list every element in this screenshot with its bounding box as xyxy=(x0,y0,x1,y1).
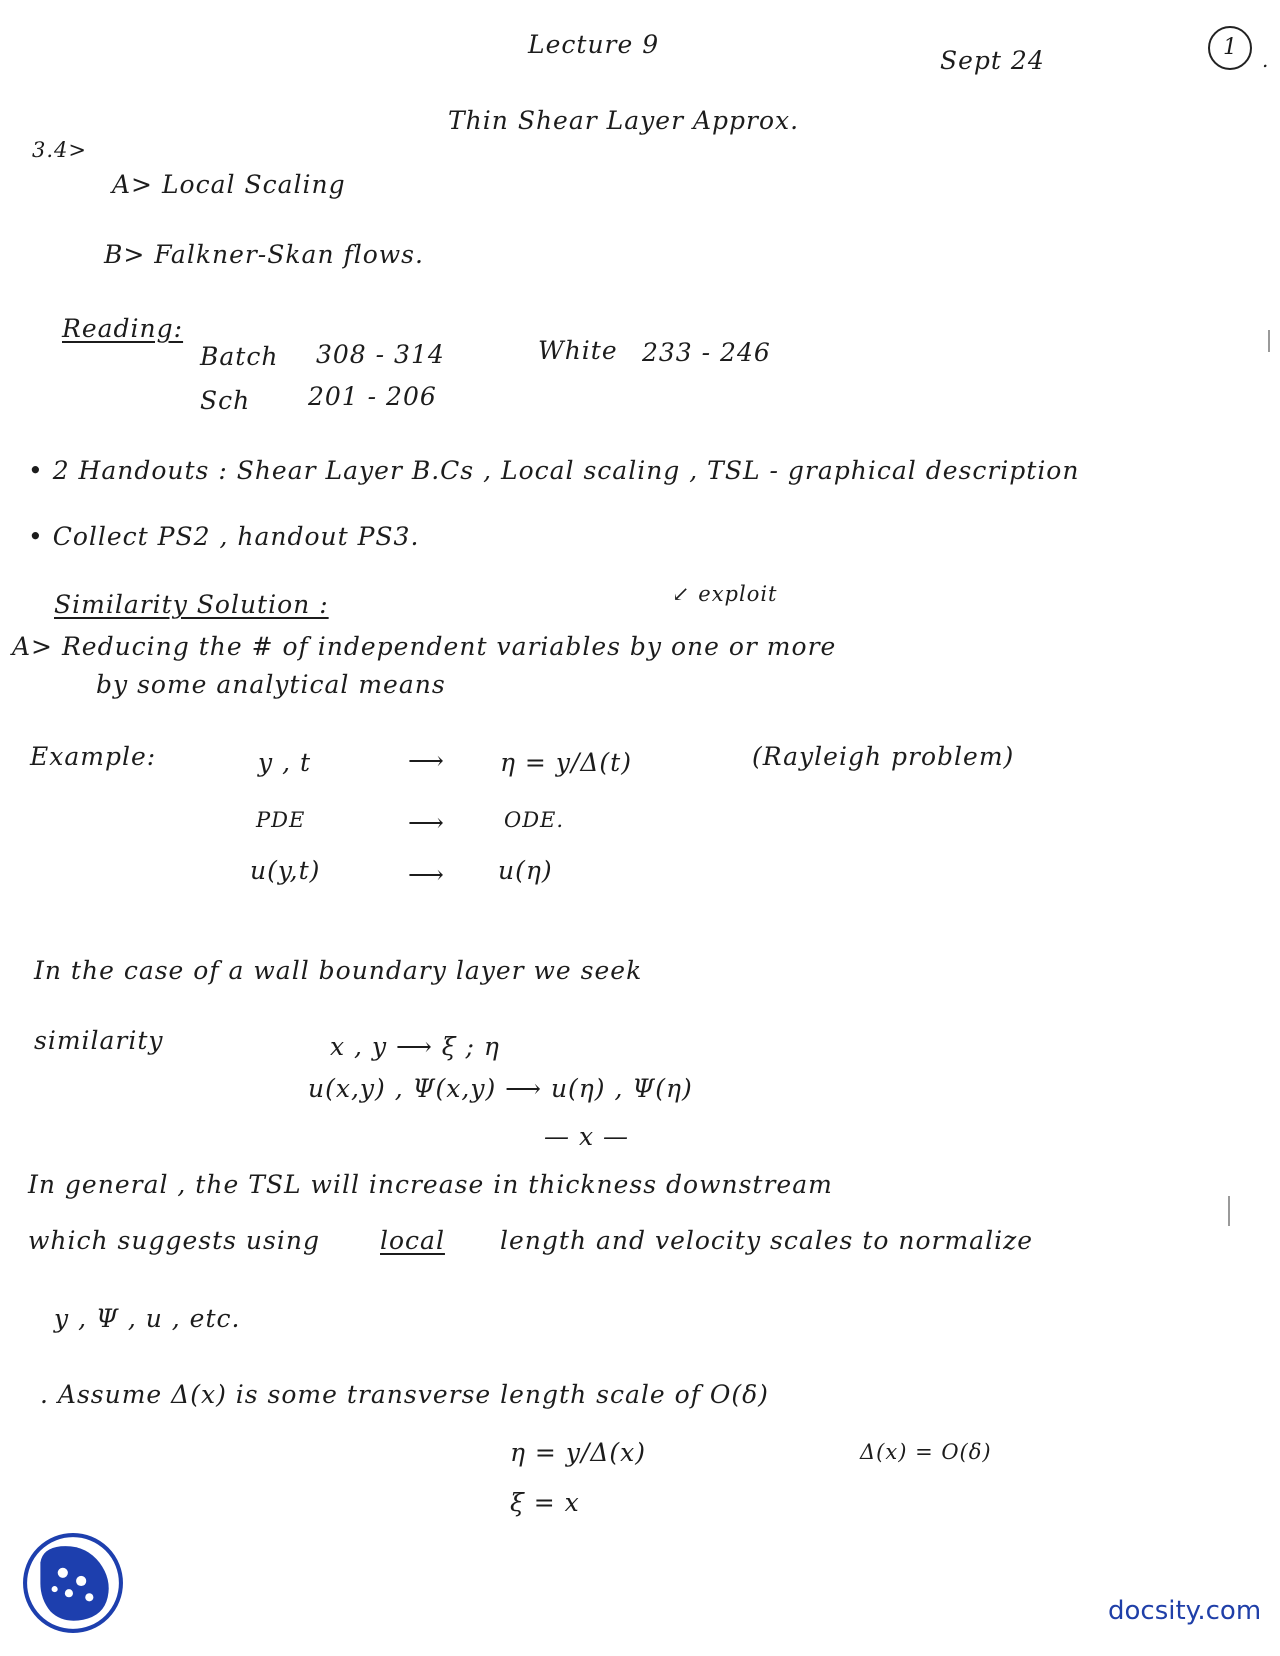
similarity-heading: Similarity Solution : xyxy=(54,590,329,619)
docsity-logo-icon xyxy=(22,1532,124,1634)
general-line-1: In general , the TSL will increase in thickness downstream xyxy=(28,1170,833,1199)
scan-edge-mark xyxy=(1268,330,1270,352)
section-separator: — x — xyxy=(544,1122,629,1151)
example-row1-right: η = y/Δ(t) xyxy=(500,748,632,777)
reading-batch-label: Batch xyxy=(200,342,279,371)
reading-white-label: White xyxy=(538,336,618,365)
outline-item-b: B> Falkner-Skan flows. xyxy=(104,240,424,269)
lecture-title: Lecture 9 xyxy=(528,30,660,59)
example-row3-left: u(y,t) xyxy=(250,856,321,885)
assume-eq-order: Δ(x) = O(δ) xyxy=(860,1440,992,1464)
wall-bl-map-1: x , y ⟶ ξ ; η xyxy=(330,1032,500,1061)
example-row2-right: ODE. xyxy=(504,808,565,832)
assume-eq-eta: η = y/Δ(x) xyxy=(510,1438,647,1467)
reading-sch-pages: 201 - 206 xyxy=(308,382,437,411)
page-number-dot: . xyxy=(1262,48,1270,72)
wall-bl-line-2: similarity xyxy=(34,1026,164,1055)
similarity-line-1: A> Reducing the # of independent variables by one or more xyxy=(12,632,837,661)
general-line-2-post: length and velocity scales to normalize xyxy=(500,1226,1034,1255)
assume-line-1: . Assume Δ(x) is some transverse length scale of O(δ) xyxy=(40,1380,769,1409)
general-line-3: y , Ψ , u , etc. xyxy=(54,1304,241,1333)
example-row1-left: y , t xyxy=(258,748,312,777)
assume-eq-xi: ξ = x xyxy=(510,1488,580,1517)
general-line-2-pre: which suggests using xyxy=(28,1226,320,1255)
reading-white-pages: 233 - 246 xyxy=(642,338,771,367)
example-row2-left: PDE xyxy=(256,808,306,832)
bullet-handouts: • 2 Handouts : Shear Layer B.Cs , Local scaling , TSL - graphical description xyxy=(28,456,1080,485)
docsity-brand-text: docsity.com xyxy=(1108,1596,1262,1626)
outline-item-a: A> Local Scaling xyxy=(112,170,346,199)
page-number-badge: 1 xyxy=(1208,26,1252,70)
bullet-problem-sets: • Collect PS2 , handout PS3. xyxy=(28,522,420,551)
example-row1-arrow: ⟶ xyxy=(408,746,445,775)
scan-edge-mark xyxy=(1228,1196,1230,1226)
similarity-line-2: by some analytical means xyxy=(96,670,446,699)
example-row1-note: (Rayleigh problem) xyxy=(752,742,1015,771)
section-number: 3.4> xyxy=(32,138,87,162)
example-row2-arrow: ⟶ xyxy=(408,808,445,837)
example-row3-right: u(η) xyxy=(498,856,553,885)
example-label: Example: xyxy=(30,742,157,771)
lecture-date: Sept 24 xyxy=(940,46,1045,75)
general-line-2-local: local xyxy=(380,1226,445,1255)
reading-sch-label: Sch xyxy=(200,386,251,415)
topic-title: Thin Shear Layer Approx. xyxy=(448,106,800,135)
wall-bl-line-1: In the case of a wall boundary layer we seek xyxy=(34,956,643,985)
example-row3-arrow: ⟶ xyxy=(408,860,445,889)
reading-label: Reading: xyxy=(62,314,184,343)
wall-bl-map-2: u(x,y) , Ψ(x,y) ⟶ u(η) , Ψ(η) xyxy=(308,1074,693,1103)
exploit-note: ↙ exploit xyxy=(672,582,778,606)
reading-batch-pages: 308 - 314 xyxy=(316,340,445,369)
